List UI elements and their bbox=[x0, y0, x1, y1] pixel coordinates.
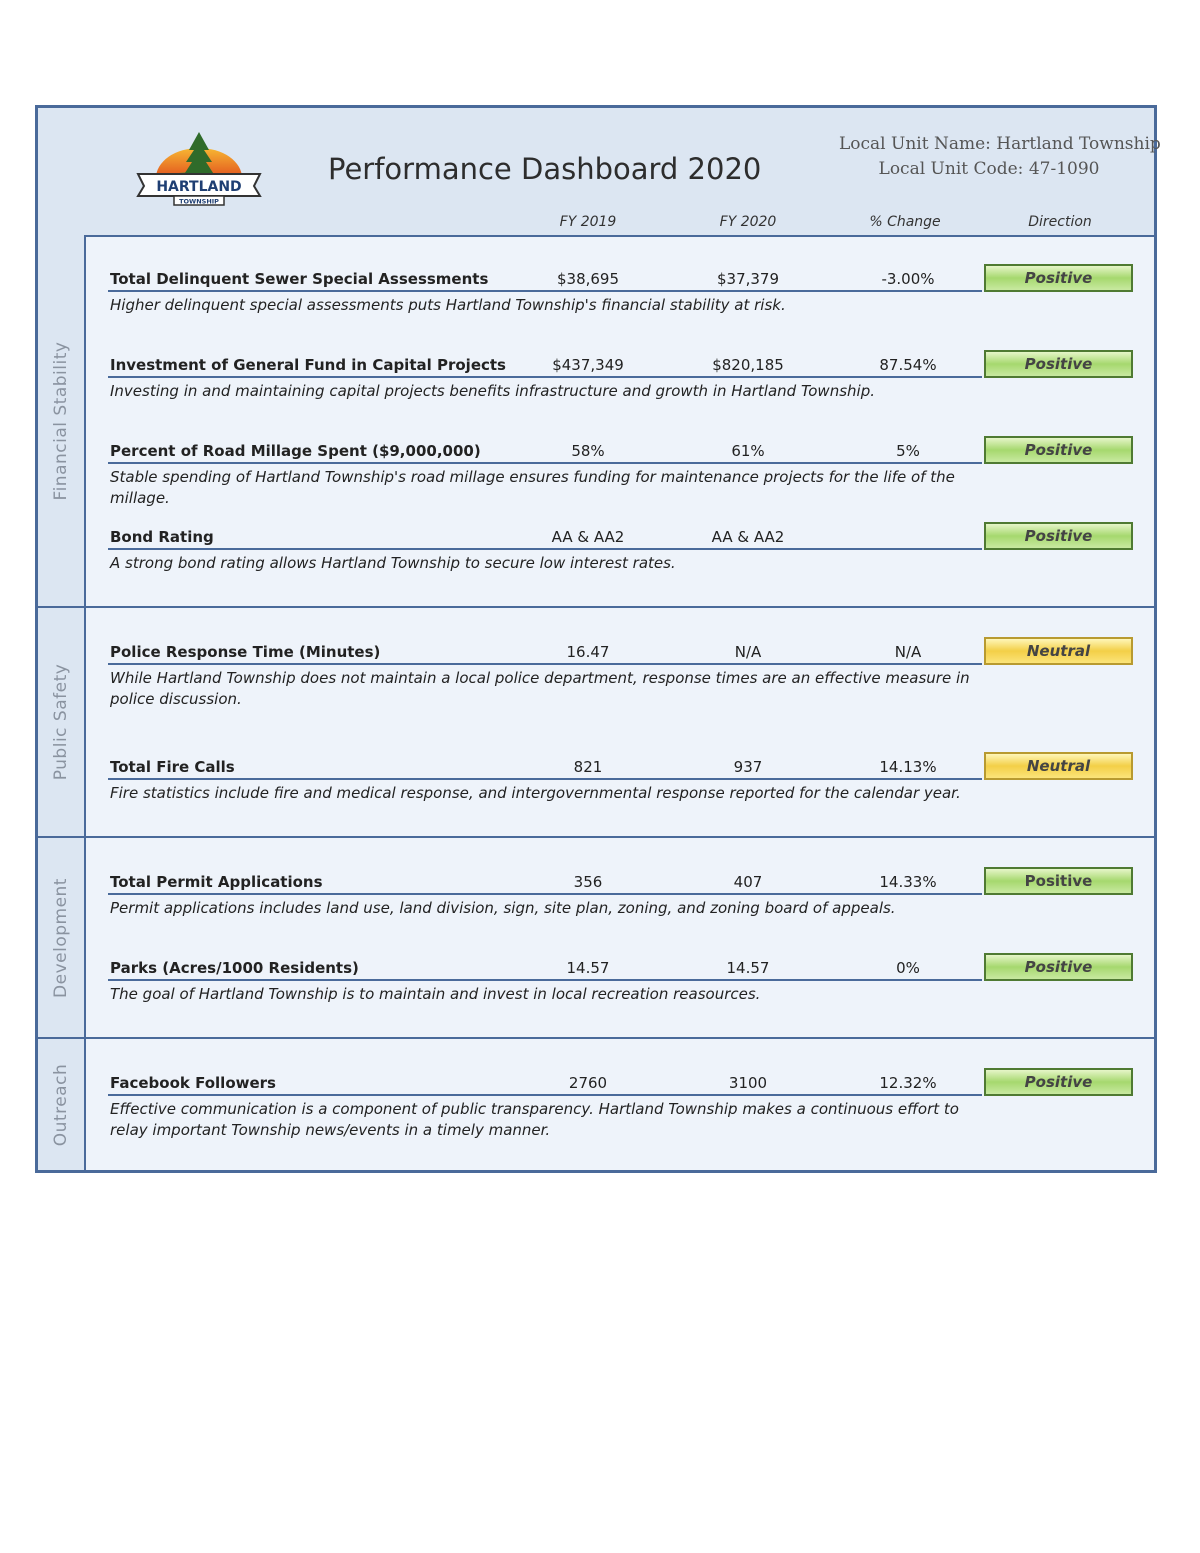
direction-badge: Neutral bbox=[984, 637, 1133, 665]
section-label-outreach: Outreach bbox=[38, 1039, 86, 1170]
section-label-development: Development bbox=[38, 838, 86, 1037]
direction-badge: Positive bbox=[984, 522, 1133, 550]
metric-divider bbox=[108, 290, 982, 292]
metric-description: Stable spending of Hartland Township's road millage ensures funding for maintenance projects for the life of the millage. bbox=[110, 468, 955, 507]
direction-badge: Positive bbox=[984, 1068, 1133, 1096]
metric-fy2019: AA & AA2 bbox=[551, 528, 625, 546]
metric-name: Investment of General Fund in Capital Projects bbox=[110, 356, 506, 374]
section-development bbox=[38, 838, 1154, 1039]
metric-change: 12.32% bbox=[879, 1074, 937, 1092]
metric-divider bbox=[108, 979, 982, 981]
local-unit-name: Local Unit Name: Hartland Township bbox=[839, 134, 1161, 154]
section-financial-stability bbox=[38, 235, 1154, 608]
hartland-township-logo bbox=[134, 130, 264, 208]
metric-name: Parks (Acres/1000 Residents) bbox=[110, 959, 359, 977]
metric-description: Effective communication is a component of public transparency. Hartland Township makes a continuous effort to relay important Township news/events in a timely manner. bbox=[110, 1100, 959, 1139]
section-label-public-safety: Public Safety bbox=[38, 608, 86, 836]
direction-badge: Positive bbox=[984, 436, 1133, 464]
metric-fy2019: 2760 bbox=[568, 1074, 608, 1092]
dashboard-header bbox=[38, 108, 1161, 237]
metric-change: 87.54% bbox=[879, 356, 937, 374]
metric-name: Total Delinquent Sewer Special Assessments bbox=[110, 270, 489, 288]
metric-description: Higher delinquent special assessments puts Hartland Township's financial stability at risk. bbox=[110, 296, 786, 314]
page-title: Performance Dashboard 2020 bbox=[328, 152, 762, 186]
metric-change: 14.13% bbox=[879, 758, 937, 776]
metric-description: Fire statistics include fire and medical response, and intergovernmental response reported for the calendar year. bbox=[110, 784, 961, 802]
direction-badge: Neutral bbox=[984, 752, 1133, 780]
column-header-fy2020: FY 2020 bbox=[719, 214, 777, 230]
metric-fy2019: 58% bbox=[571, 442, 605, 460]
direction-badge: Positive bbox=[984, 350, 1133, 378]
column-header-direction: Direction bbox=[1028, 214, 1092, 230]
metric-divider bbox=[108, 663, 982, 665]
metric-fy2020: 61% bbox=[731, 442, 765, 460]
metric-divider bbox=[108, 893, 982, 895]
column-header-fy2019: FY 2019 bbox=[559, 214, 617, 230]
metric-divider bbox=[108, 376, 982, 378]
metric-description: Investing in and maintaining capital projects benefits infrastructure and growth in Hartland Township. bbox=[110, 382, 875, 400]
metric-name: Total Fire Calls bbox=[110, 758, 235, 776]
metric-change: N/A bbox=[894, 643, 922, 661]
metric-change: 14.33% bbox=[879, 873, 937, 891]
metric-name: Percent of Road Millage Spent ($9,000,000) bbox=[110, 442, 481, 460]
metric-fy2020: 14.57 bbox=[726, 959, 770, 977]
metric-fy2019: $38,695 bbox=[556, 270, 620, 288]
metric-change: 5% bbox=[896, 442, 920, 460]
section-label-financial-stability: Financial Stability bbox=[38, 235, 86, 606]
direction-badge: Positive bbox=[984, 867, 1133, 895]
metric-divider bbox=[108, 462, 982, 464]
metric-fy2020: N/A bbox=[734, 643, 762, 661]
metric-fy2020: $820,185 bbox=[712, 356, 784, 374]
metric-change: 0% bbox=[896, 959, 920, 977]
metric-fy2020: 3100 bbox=[728, 1074, 768, 1092]
svg-text:TOWNSHIP: TOWNSHIP bbox=[179, 197, 219, 206]
metric-name: Facebook Followers bbox=[110, 1074, 276, 1092]
metric-fy2020: 937 bbox=[733, 758, 763, 776]
section-public-safety bbox=[38, 608, 1154, 838]
svg-text:HARTLAND: HARTLAND bbox=[156, 179, 242, 195]
metric-fy2019: $437,349 bbox=[552, 356, 624, 374]
metric-description: While Hartland Township does not maintain a local police department, response times are an effective measure in police discussion. bbox=[110, 669, 970, 708]
performance-dashboard bbox=[35, 105, 1161, 1173]
column-header-change: % Change bbox=[869, 214, 941, 230]
direction-badge: Positive bbox=[984, 264, 1133, 292]
metric-fy2019: 821 bbox=[573, 758, 603, 776]
metric-divider bbox=[108, 548, 982, 550]
metric-description: A strong bond rating allows Hartland Township to secure low interest rates. bbox=[110, 554, 676, 572]
metric-fy2019: 16.47 bbox=[566, 643, 610, 661]
metric-fy2020: 407 bbox=[733, 873, 763, 891]
metric-name: Bond Rating bbox=[110, 528, 214, 546]
metric-divider bbox=[108, 778, 982, 780]
metric-fy2019: 356 bbox=[573, 873, 603, 891]
metric-description: Permit applications includes land use, land division, sign, site plan, zoning, and zoning board of appeals. bbox=[110, 899, 896, 917]
metric-description: The goal of Hartland Township is to maintain and invest in local recreation reasources. bbox=[110, 985, 761, 1003]
metric-change: -3.00% bbox=[881, 270, 935, 288]
metric-fy2020: $37,379 bbox=[716, 270, 780, 288]
metric-divider bbox=[108, 1094, 982, 1096]
direction-badge: Positive bbox=[984, 953, 1133, 981]
local-unit-code: Local Unit Code: 47-1090 bbox=[878, 159, 1100, 179]
metric-name: Total Permit Applications bbox=[110, 873, 323, 891]
metric-fy2020: AA & AA2 bbox=[711, 528, 785, 546]
metric-name: Police Response Time (Minutes) bbox=[110, 643, 381, 661]
section-outreach bbox=[38, 1039, 1154, 1170]
metric-fy2019: 14.57 bbox=[566, 959, 610, 977]
